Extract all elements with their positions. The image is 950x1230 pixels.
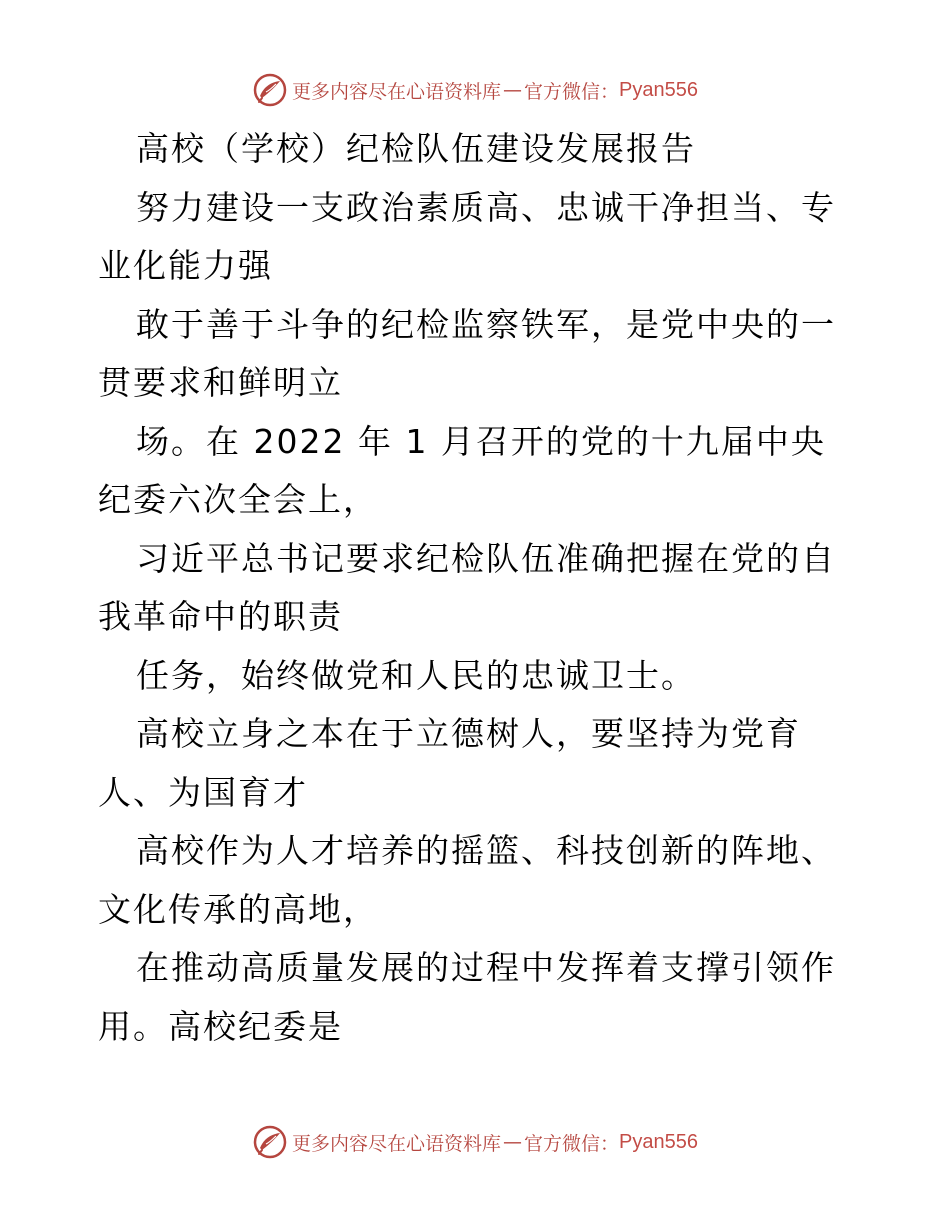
paragraph: 习近平总书记要求纪检队伍准确把握在党的自我革命中的职责 [98, 538, 836, 636]
watermark-wechat-id: Pyan556 [619, 1130, 698, 1153]
document-body [98, 120, 858, 1056]
pen-logo-icon [252, 72, 288, 108]
watermark-text: 更多内容尽在心语资料库 [292, 80, 502, 103]
paragraph: 在推动高质量发展的过程中发挥着支撑引领作用。高校纪委是 [98, 948, 836, 1046]
paragraph: 高校作为人才培养的摇篮、科技创新的阵地、文化传承的高地， [98, 831, 836, 929]
document-title: 高校（学校）纪检队伍建设发展报告 [136, 129, 696, 168]
paragraph: 敢于善于斗争的纪检监察铁军，是党中央的一贯要求和鲜明立 [98, 304, 836, 402]
paragraph: 高校立身之本在于立德树人，要坚持为党育人、为国育才 [98, 714, 801, 812]
paragraph: 任务，始终做党和人民的忠诚卫士。 [136, 655, 696, 695]
header-watermark [0, 72, 950, 108]
watermark-wechat-label: 官方微信： [524, 1132, 620, 1155]
paragraph: 努力建设一支政治素质高、忠诚干净担当、专业化能力强 [98, 187, 836, 285]
watermark-dash: — [503, 79, 523, 101]
watermark-text: 更多内容尽在心语资料库 [292, 1132, 502, 1155]
watermark-dash: — [503, 1131, 523, 1153]
watermark-wechat-id: Pyan556 [619, 78, 698, 101]
footer-watermark [0, 1124, 950, 1160]
paragraph: 场。在 2022 年 1 月召开的党的十九届中央纪委六次全会上， [98, 421, 826, 519]
watermark-wechat-label: 官方微信： [524, 80, 620, 103]
pen-logo-icon [252, 1124, 288, 1160]
